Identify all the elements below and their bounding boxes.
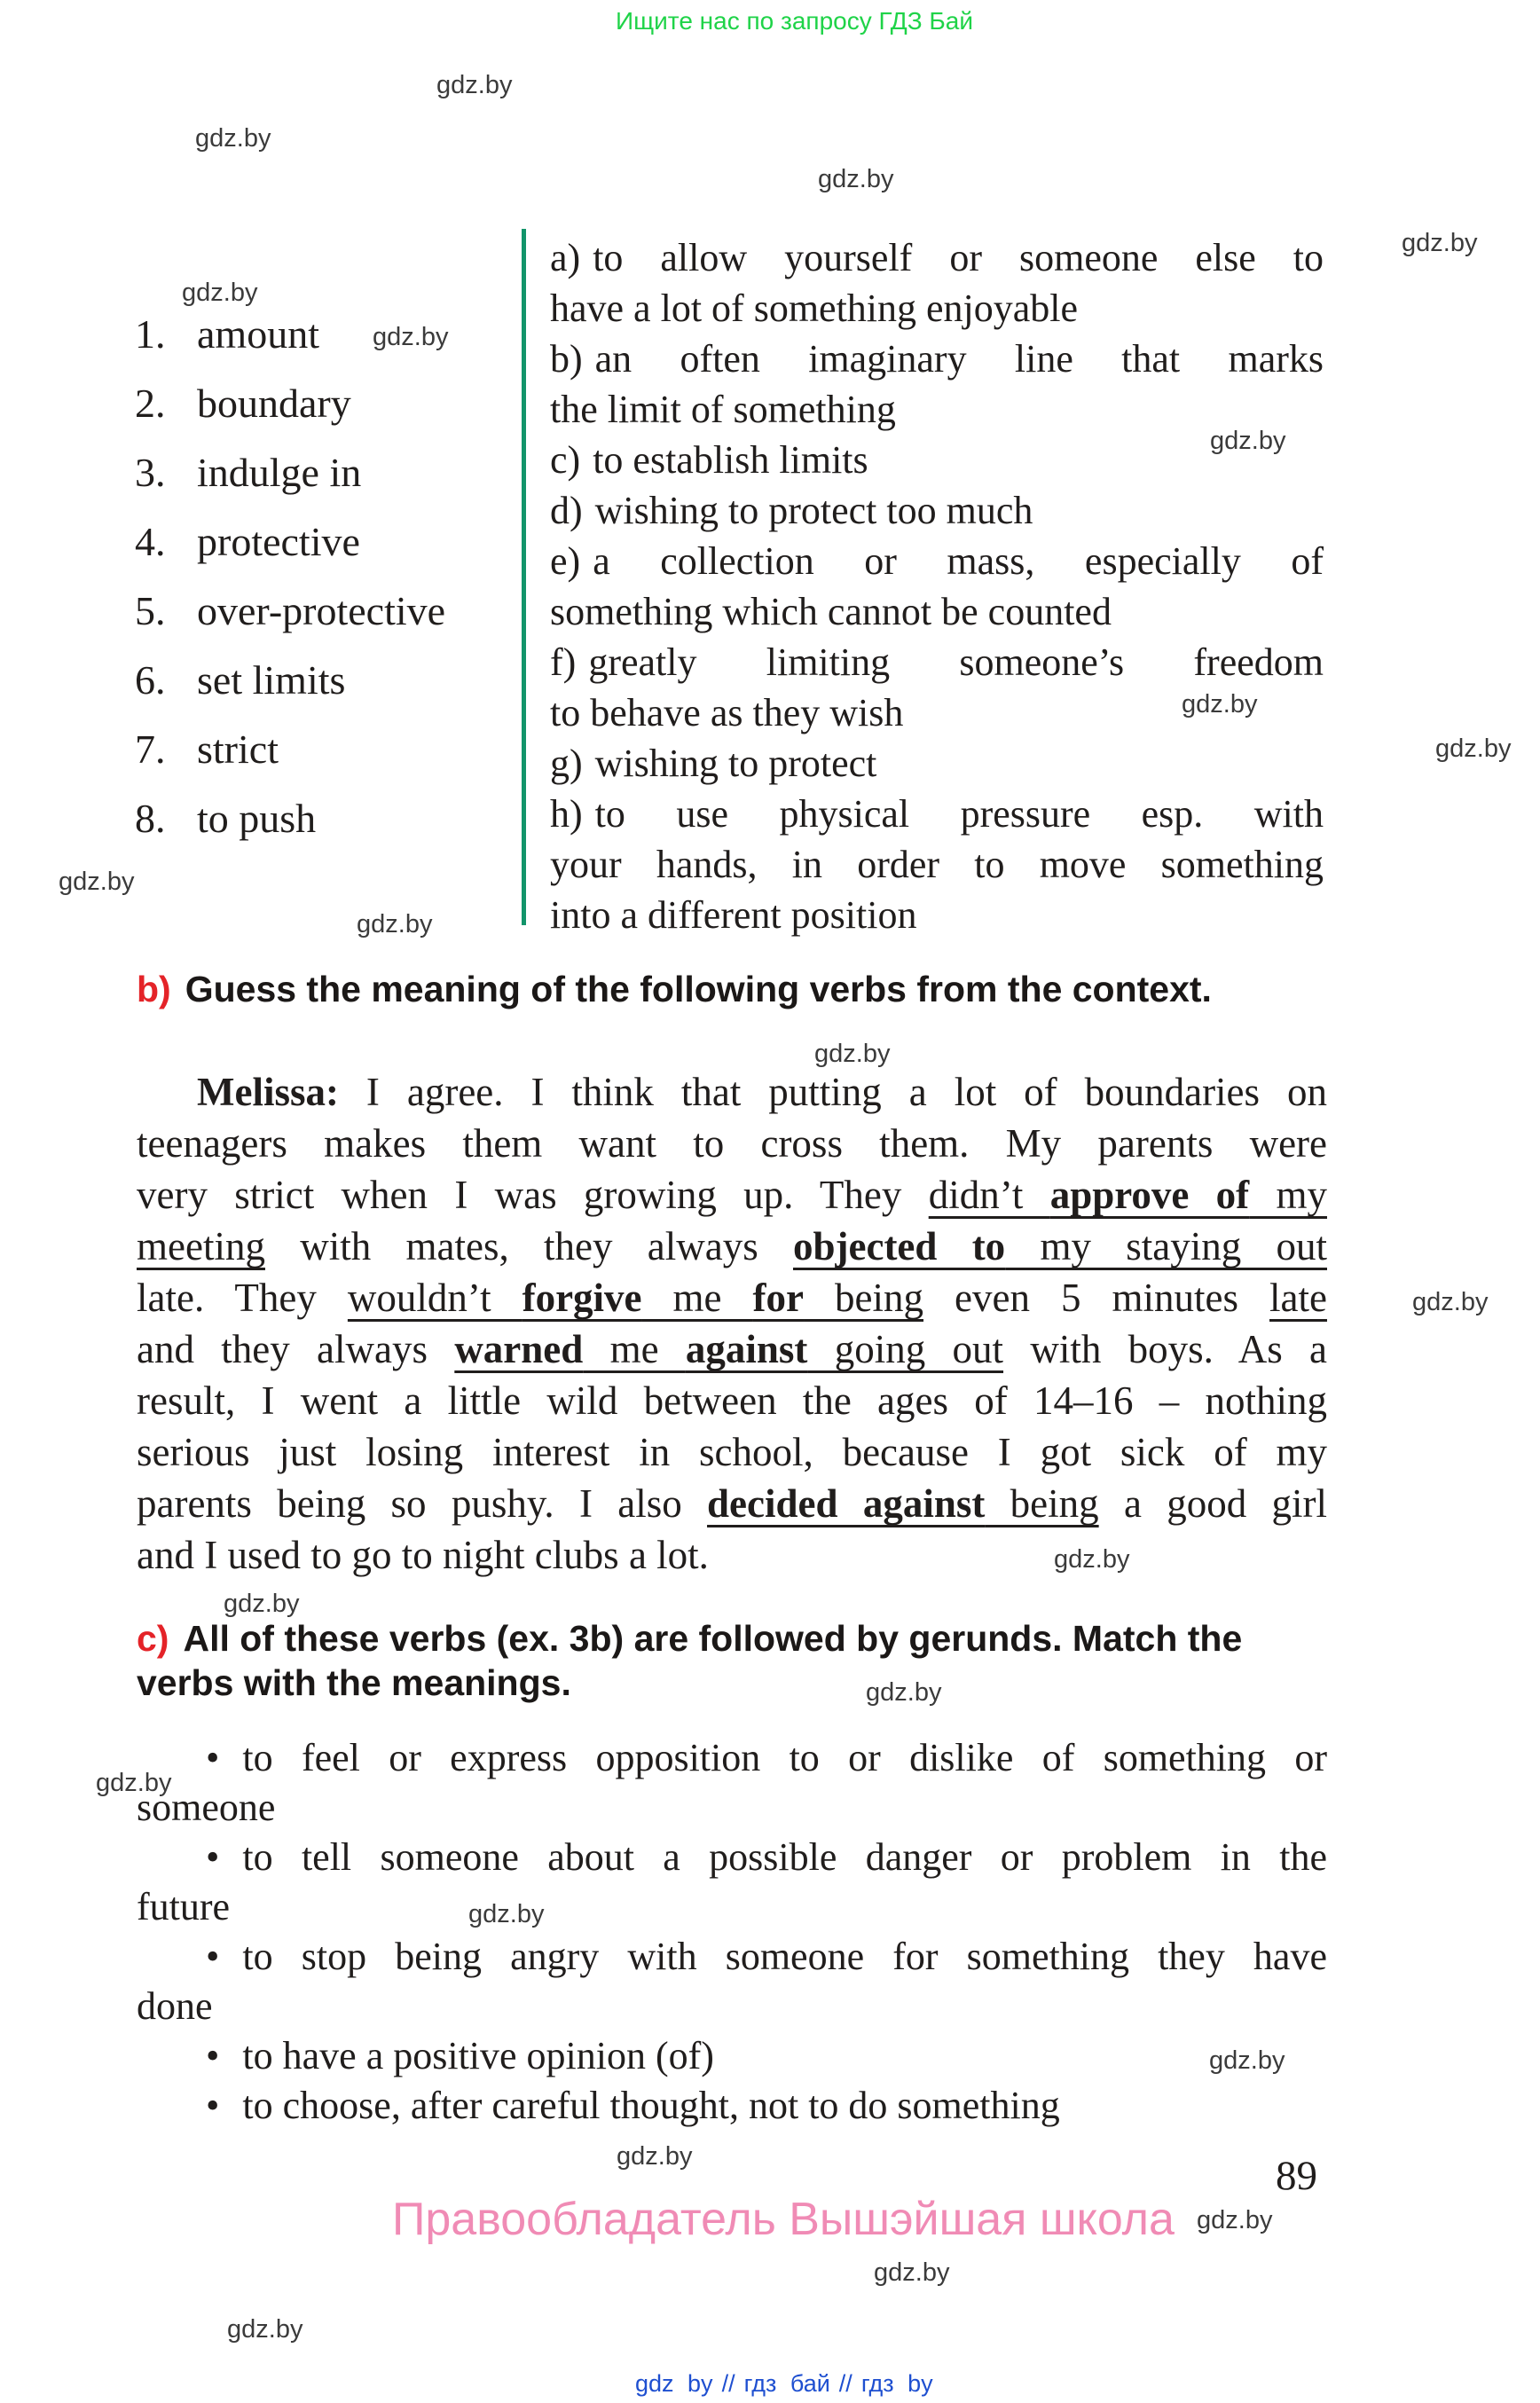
footer-link-gdz-by[interactable]: gdz by — [635, 2370, 713, 2397]
vocab-number: 8. — [135, 796, 166, 841]
paragraph-line: and I used to go to night clubs a lot. — [137, 1533, 709, 1577]
definition-line: an often imaginary line that marks — [594, 337, 1324, 381]
definition-item — [550, 789, 1324, 940]
definition-line: wishing to protect too much — [594, 489, 1033, 532]
vocab-term: over-protective — [197, 588, 446, 633]
definitions-list — [550, 232, 1324, 940]
vocab-term: amount — [197, 311, 319, 357]
section-label-c: c) — [137, 1618, 169, 1659]
bullet-item: • to tell someone about a possible danger or problem in the — [206, 1835, 1327, 1879]
definition-item — [550, 738, 1324, 789]
promo-banner: Ищите нас по запросу ГДЗ Бай — [616, 7, 974, 35]
gdz-watermark: gdz.by — [468, 1900, 545, 1928]
gdz-watermark: gdz.by — [373, 323, 449, 351]
paragraph-line: meeting with mates, they always objected to my staying out — [137, 1224, 1327, 1268]
vocab-number: 5. — [135, 588, 166, 633]
definition-label: e) — [550, 539, 581, 583]
vocab-term: to push — [197, 796, 317, 841]
vocab-item — [135, 646, 445, 715]
melissa-paragraph — [137, 1066, 1327, 1581]
bullet-item: • to feel or express opposition to or dislike of something or — [206, 1736, 1327, 1779]
gdz-watermark: gdz.by — [227, 2315, 303, 2344]
link-separator: // — [721, 2370, 735, 2397]
bullet-item: • to have a positive opinion (of) — [206, 2034, 714, 2077]
section-c-text: All of these verbs (ex. 3b) are followed by gerunds. Match the — [183, 1618, 1243, 1659]
bullet-marker: • — [206, 2034, 220, 2077]
definition-label: g) — [550, 742, 583, 785]
definition-label: h) — [550, 792, 583, 836]
definition-line: the limit of something — [550, 388, 896, 431]
page-number: 89 — [1276, 2153, 1317, 2199]
section-c-text: verbs with the meanings. — [137, 1662, 571, 1703]
definition-item — [550, 485, 1324, 536]
gdz-watermark: gdz.by — [818, 165, 894, 193]
paragraph-line: late. They wouldn’t forgive me for being even 5 minutes late — [137, 1276, 1327, 1320]
vocab-term: strict — [197, 726, 279, 772]
copyright-footer: Правообладатель Вышэйшая школа — [392, 2194, 1175, 2245]
gdz-watermark: gdz.by — [1054, 1545, 1130, 1574]
definition-item — [550, 334, 1324, 435]
vocab-item — [135, 715, 445, 784]
vocab-item — [135, 507, 445, 577]
bullet-item-continuation: done — [137, 1984, 213, 2028]
gdz-watermark: gdz.by — [1182, 690, 1258, 719]
section-c-heading — [137, 1616, 1352, 1705]
gdz-watermark: gdz.by — [1210, 427, 1286, 455]
definition-label: d) — [550, 489, 583, 532]
definition-line: wishing to protect — [594, 742, 877, 785]
paragraph-line: and they always warned me against going out with boys. As a — [137, 1327, 1327, 1371]
definition-line: have a lot of something enjoyable — [550, 287, 1079, 330]
paragraph-line: Melissa: I agree. I think that putting a lot of boundaries on — [197, 1070, 1327, 1114]
bullet-item: • to choose, after careful thought, not to do something — [206, 2084, 1060, 2127]
gdz-watermark: gdz.by — [195, 124, 271, 153]
gdz-watermark: gdz.by — [436, 71, 513, 99]
bullet-item-continuation: someone — [137, 1786, 276, 1829]
definition-line: to allow yourself or someone else to — [593, 236, 1324, 279]
gdz-watermark: gdz.by — [96, 1769, 172, 1797]
vocab-list — [135, 300, 445, 853]
vocab-number: 4. — [135, 519, 166, 564]
vocab-item — [135, 369, 445, 438]
gdz-watermark: gdz.by — [1412, 1288, 1489, 1316]
bullet-marker: • — [206, 1736, 220, 1779]
vocab-item — [135, 438, 445, 507]
definition-line: into a different position — [550, 893, 917, 937]
section-b-heading — [137, 969, 1396, 1010]
gdz-watermark: gdz.by — [357, 910, 433, 938]
gdz-watermark: gdz.by — [874, 2258, 950, 2287]
section-b-text: Guess the meaning of the following verbs from the context. — [185, 969, 1212, 1009]
bullet-marker: • — [206, 2084, 220, 2127]
vocab-item — [135, 300, 445, 369]
paragraph-line: serious just losing interest in school, because I got sick of my — [137, 1430, 1327, 1474]
definition-item — [550, 536, 1324, 637]
gdz-watermark: gdz.by — [1435, 734, 1512, 763]
vocab-number: 1. — [135, 311, 166, 357]
paragraph-line: result, I went a little wild between the ages of 14–16 – nothing — [137, 1378, 1327, 1423]
definition-label: b) — [550, 337, 583, 381]
definition-item — [550, 435, 1324, 485]
definition-label: a) — [550, 236, 581, 279]
definition-item — [550, 232, 1324, 334]
vocab-number: 6. — [135, 657, 166, 703]
vocab-item — [135, 577, 445, 646]
vocab-term: set limits — [197, 657, 346, 703]
vocab-number: 2. — [135, 381, 166, 426]
divider-line — [522, 229, 526, 925]
gdz-watermark: gdz.by — [617, 2142, 693, 2171]
gdz-watermark: gdz.by — [182, 279, 258, 307]
section-label-b: b) — [137, 969, 171, 1009]
link-separator: // — [838, 2370, 852, 2397]
gdz-watermark: gdz.by — [866, 1678, 942, 1707]
bullet-item: • to stop being angry with someone for something they have — [206, 1935, 1327, 1978]
paragraph-line: very strict when I was growing up. They didn’t approve of my — [137, 1173, 1327, 1217]
vocab-term: protective — [197, 519, 360, 564]
definition-label: c) — [550, 438, 581, 482]
definition-line: greatly limiting someone’s freedom — [588, 640, 1324, 684]
definition-line: a collection or mass, especially of — [593, 539, 1324, 583]
gdz-watermark: gdz.by — [1197, 2206, 1273, 2234]
definition-line: your hands, in order to move something — [550, 843, 1324, 886]
definition-line: to behave as they wish — [550, 691, 904, 734]
vocab-number: 3. — [135, 450, 166, 495]
paragraph-line: teenagers makes them want to cross them. My parents were — [137, 1121, 1327, 1166]
footer-link-gdz-by-2[interactable]: гдз by — [860, 2370, 933, 2397]
gdz-watermark: gdz.by — [224, 1590, 300, 1618]
footer-link-gdz-bai[interactable]: гдз бай — [743, 2370, 830, 2397]
vocab-term: indulge in — [197, 450, 362, 495]
bullet-marker: • — [206, 1835, 220, 1879]
definition-line: to use physical pressure esp. with — [594, 792, 1324, 836]
gdz-watermark: gdz.by — [1402, 229, 1478, 257]
definition-label: f) — [550, 640, 577, 684]
vocab-item — [135, 784, 445, 853]
vocab-term: boundary — [197, 381, 351, 426]
bullet-list — [137, 1733, 1327, 2131]
footer-links — [635, 2370, 933, 2398]
definition-line: to establish limits — [593, 438, 868, 482]
definition-line: something which cannot be counted — [550, 590, 1112, 633]
gdz-watermark: gdz.by — [814, 1040, 891, 1068]
gdz-watermark: gdz.by — [1209, 2046, 1285, 2075]
vocab-number: 7. — [135, 726, 166, 772]
bullet-item-continuation: future — [137, 1885, 231, 1928]
bullet-marker: • — [206, 1935, 220, 1978]
paragraph-line: parents being so pushy. I also decided against being a good girl — [137, 1481, 1327, 1526]
definition-item — [550, 637, 1324, 738]
gdz-watermark: gdz.by — [59, 868, 135, 896]
